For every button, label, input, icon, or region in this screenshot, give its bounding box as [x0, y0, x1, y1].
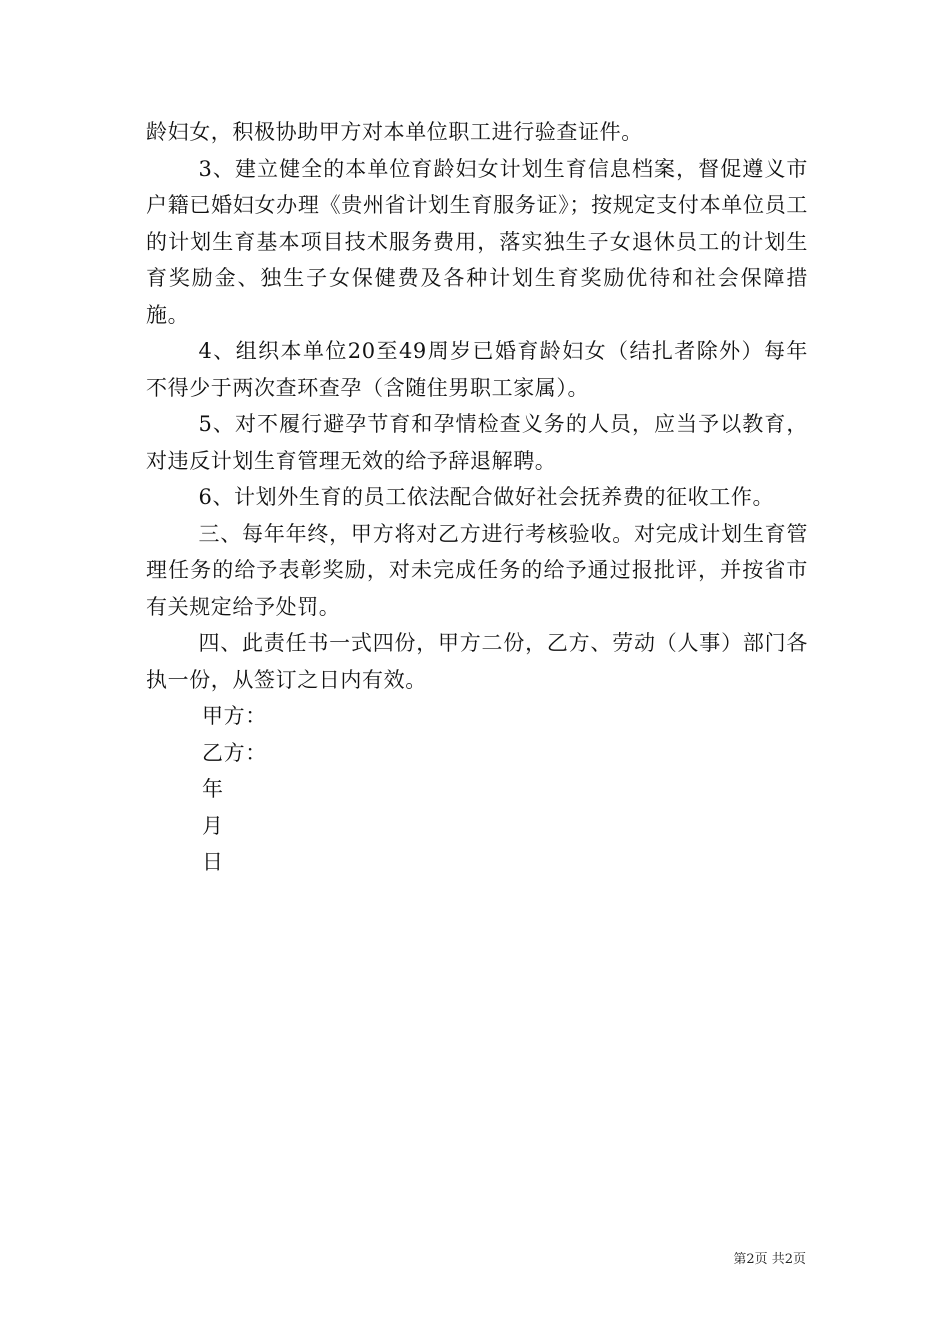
signature-month: 月	[202, 813, 224, 838]
paragraph-item-6: 6、计划外生育的员工依法配合做好社会抚养费的征收工作。	[198, 485, 775, 509]
paragraph-continuation: 龄妇女，积极协助甲方对本单位职工进行验查证件。	[146, 120, 643, 144]
paragraph-section-4: 四、此责任书一式四份，甲方二份，乙方、劳动（人事）部门各执一份，从签订之日内有效。	[146, 631, 808, 692]
signature-party-b: 乙方：	[202, 740, 267, 765]
signature-year: 年	[202, 777, 224, 801]
signature-day: 日	[202, 850, 224, 874]
paragraph-item-4: 4、组织本单位20至49周岁已婚育龄妇女（结扎者除外）每年不得少于两次查环查孕（含随住男职工家属）。	[146, 339, 808, 400]
paragraph-item-3: 3、建立健全的本单位育龄妇女计划生育信息档案，督促遵义市户籍已婚妇女办理《贵州省计划生育服务证》；按规定支付本单位员工的计划生育基本项目技术服务费用，落实独生子女退休员工的计划生育奖励金、独生子女保健费及各种计划生育奖励优待和社会保障措施。	[146, 156, 808, 327]
paragraph-item-5: 5、对不履行避孕节育和孕情检查义务的人员，应当予以教育，对违反计划生育管理无效的给予辞退解聘。	[146, 412, 808, 473]
page-number-footer: 第2页 共2页	[733, 1252, 806, 1267]
document-body	[146, 114, 808, 881]
paragraph-section-3: 三、每年年终，甲方将对乙方进行考核验收。对完成计划生育管理任务的给予表彰奖励，对未完成任务的给予通过报批评，并按省市有关规定给予处罚。	[146, 521, 808, 619]
signature-party-a: 甲方：	[202, 704, 267, 728]
